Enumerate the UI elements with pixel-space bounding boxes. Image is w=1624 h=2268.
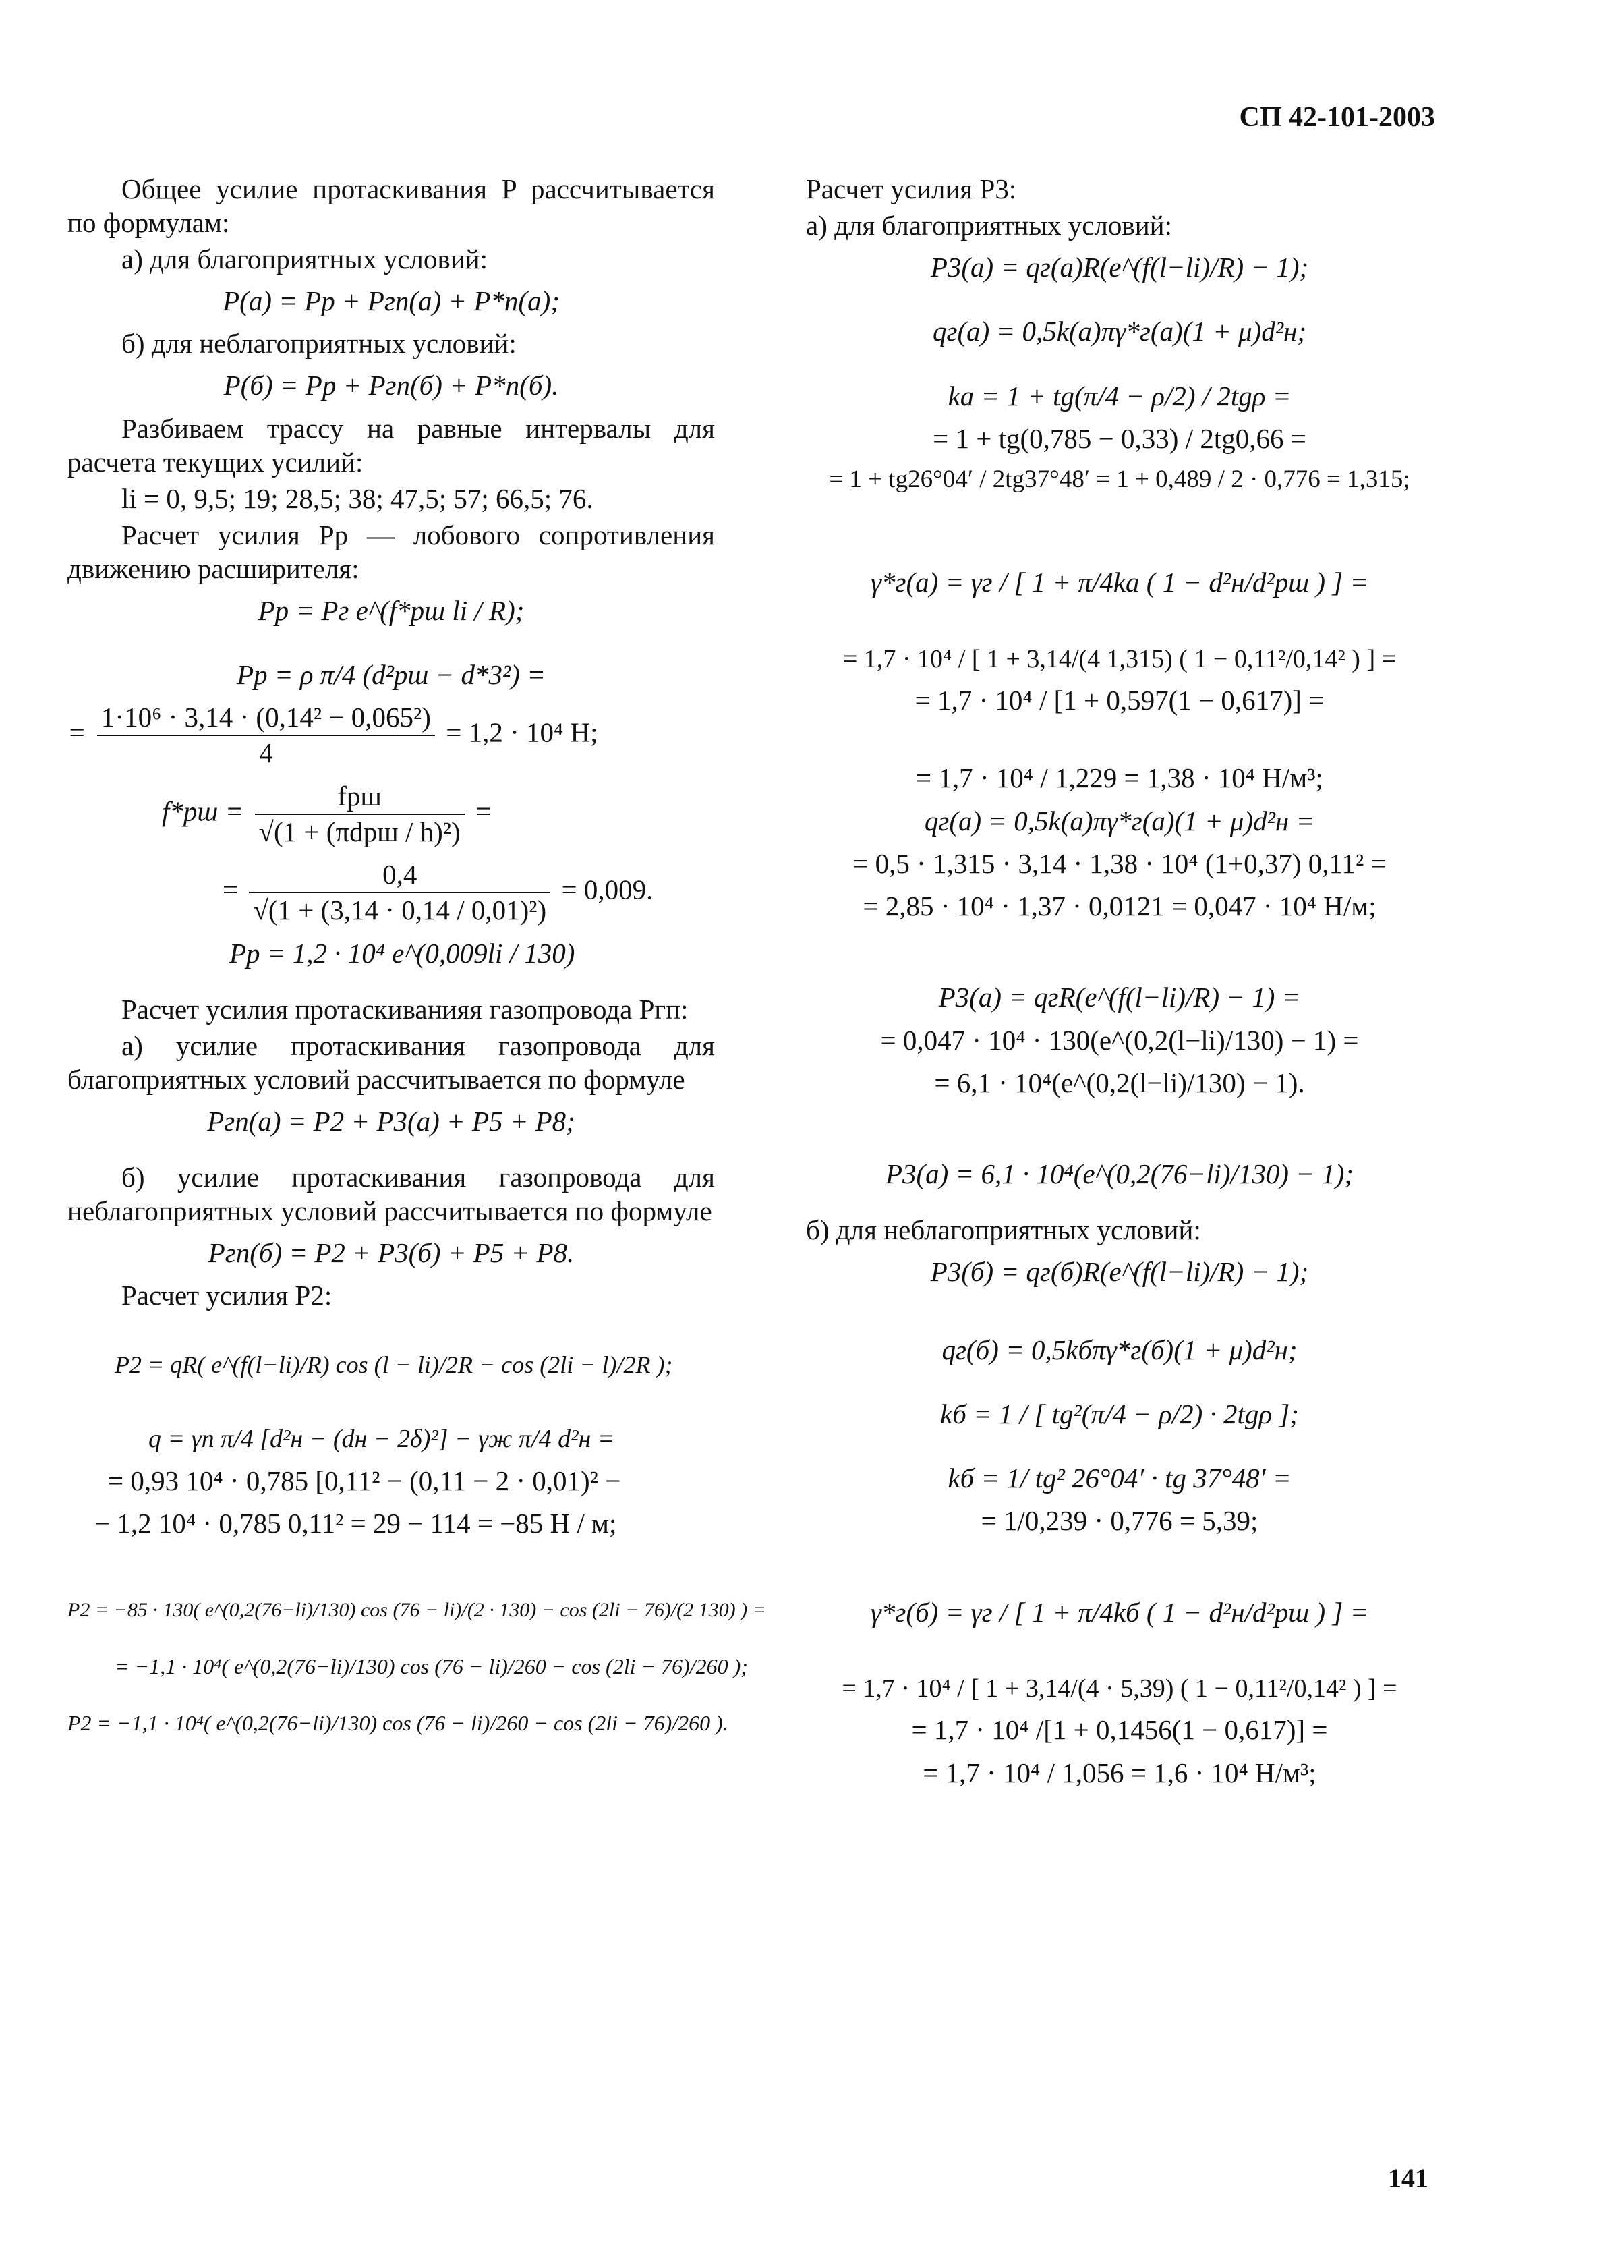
- paragraph: а) для благоприятных условий:: [121, 244, 488, 275]
- formula: = 1,7 · 10⁴ / [ 1 + 3,14/(4 · 5,39) ( 1 − 0,11²/0,14² ) ] =: [842, 1674, 1397, 1703]
- formula-result: = 0,009.: [561, 874, 654, 905]
- right-column: [806, 172, 1433, 1798]
- formula: = 1,7 · 10⁴ / 1,229 = 1,38 · 10⁴ Н/м³;: [916, 762, 1323, 794]
- paragraph: б) для неблагоприятных условий:: [806, 1214, 1201, 1246]
- formula: = 1,7 · 10⁴ / [ 1 + 3,14/(4 1,315) ( 1 − 0,11²/0,14² ) ] =: [842, 644, 1397, 673]
- left-column: [67, 172, 766, 1745]
- paragraph: б) усилие протаскивания газопровода для неблагоприятных условий рассчитывается по формуле: [67, 1162, 715, 1227]
- formula: Pр = Pг e^(f*рш li / R);: [258, 594, 525, 626]
- formula: qг(а) = 0,5k(а)πγ*г(а)(1 + μ)d²н;: [932, 316, 1307, 347]
- formula: = $\frac{0,4}{\text{√(1 + (3,14 · 0,14 / 0,01)²)}}$ = 0,009.: [67, 857, 715, 928]
- formula: P(б) = Pр + Pгп(б) + P*п(б).: [223, 370, 559, 401]
- formula: = 2,85 · 10⁴ · 1,37 · 0,0121 = 0,047 · 10⁴ Н/м;: [863, 890, 1376, 922]
- fraction-denominator: √(1 + (πdрш / h)²): [258, 816, 461, 847]
- formula: = 1,7 · 10⁴ / [1 + 0,597(1 − 0,617)] =: [915, 685, 1325, 716]
- formula: = 0,047 · 10⁴ · 130(e^(0,2(l−li)/130) − 1) =: [880, 1024, 1359, 1056]
- formula-result: = 1,2 · 10⁴ Н;: [446, 716, 598, 748]
- formula-lhs: f*рш =: [162, 795, 244, 827]
- formula: = 1/0,239 · 0,776 = 5,39;: [981, 1505, 1258, 1537]
- formula: kб = 1/ tg² 26°04′ · tg 37°48′ =: [948, 1463, 1292, 1494]
- paragraph: Разбиваем трассу на равные интервалы для расчета текущих усилий:: [67, 412, 715, 478]
- paragraph: Расчет усилия протаскиванияя газопровода Pгп:: [121, 993, 689, 1025]
- formula: P3(б) = qг(б)R(e^(f(l−li)/R) − 1);: [930, 1256, 1309, 1288]
- formula: Pр = 1,2 · 10⁴ e^(0,009li / 130): [229, 937, 575, 969]
- formula: γ*г(а) = γг / [ 1 + π/4kа ( 1 − d²н/d²рш ) ] =: [870, 567, 1369, 598]
- paragraph: а) для благоприятных условий:: [806, 210, 1173, 242]
- formula: P2 = −85 · 130( e^(0,2(76−li)/130) cos (76 − li)/(2 · 130) − cos (2li − 76)/(2 130) ) =: [67, 1599, 766, 1622]
- formula: Pр = ρ π/4 (d²рш − d*3²) =: [237, 658, 546, 690]
- formula: = 0,5 · 1,315 · 3,14 · 1,38 · 10⁴ (1+0,37) 0,11² =: [852, 847, 1387, 879]
- formula: − 1,2 10⁴ · 0,785 0,11² = 29 − 114 = −85 Н / м;: [94, 1508, 617, 1539]
- formula: = 6,1 · 10⁴(e^(0,2(l−li)/130) − 1).: [934, 1067, 1305, 1098]
- formula: qг(б) = 0,5kбπγ*г(б)(1 + μ)d²н;: [941, 1334, 1298, 1365]
- formula: = 1,7 · 10⁴ /[1 + 0,1456(1 − 0,617)] =: [911, 1714, 1328, 1746]
- document-code: СП 42-101-2003: [1239, 102, 1435, 133]
- formula: = 1 + tg(0,785 − 0,33) / 2tg0,66 =: [933, 422, 1306, 454]
- formula: P3(а) = qгR(e^(f(l−li)/R) − 1) =: [938, 982, 1301, 1013]
- formula: = −1,1 · 10⁴( e^(0,2(76−li)/130) cos (76 − li)/260 − cos (2li − 76)/260 );: [115, 1653, 748, 1678]
- formula: qг(а) = 0,5k(а)πγ*г(а)(1 + μ)d²н =: [924, 805, 1315, 837]
- paragraph: а) усилие протаскивания газопровода для благоприятных условий рассчитывается по формуле: [67, 1029, 715, 1095]
- paragraph: Расчет усилия P3:: [806, 173, 1017, 204]
- paragraph: Расчет усилия P2:: [121, 1280, 332, 1311]
- formula: [67, 779, 715, 850]
- page-number: 141: [1388, 2163, 1428, 2193]
- formula: kб = 1 / [ tg²(π/4 − ρ/2) · 2tgρ ];: [940, 1398, 1299, 1429]
- formula: = 1 + tg26°04′ / 2tg37°48′ = 1 + 0,489 / 2 · 0,776 = 1,315;: [829, 465, 1410, 494]
- paragraph: Расчет усилия Pр — лобового сопротивления движению расширителя:: [67, 519, 715, 584]
- paragraph: б) для неблагоприятных условий:: [121, 328, 517, 360]
- fraction-denominator: √(1 + (3,14 · 0,14 / 0,01)²): [253, 895, 547, 926]
- formula: = 0,93 10⁴ · 0,785 [0,11² − (0,11 − 2 · 0,01)² −: [108, 1465, 621, 1496]
- paragraph: Общее усилие протаскивания P рассчитывается по формулам:: [67, 173, 715, 239]
- fraction-numerator: 0,4: [249, 857, 550, 893]
- formula: = 1,7 · 10⁴ / 1,056 = 1,6 · 10⁴ Н/м³;: [923, 1757, 1316, 1788]
- formula: kа = 1 + tg(π/4 − ρ/2) / 2tgρ =: [948, 380, 1292, 412]
- formula: P2 = −1,1 · 10⁴( e^(0,2(76−li)/130) cos (76 − li)/260 − cos (2li − 76)/260 ).: [67, 1710, 728, 1735]
- formula: P3(а) = qг(а)R(e^(f(l−li)/R) − 1);: [930, 252, 1309, 283]
- formula-eq: =: [475, 795, 492, 827]
- fraction-numerator: fрш: [255, 779, 465, 815]
- formula: γ*г(б) = γг / [ 1 + π/4kб ( 1 − d²н/d²рш ) ] =: [870, 1596, 1369, 1628]
- formula: P2 = qR( e^(f(l−li)/R) cos (l − li)/2R − cos (2li − l)/2R );: [115, 1351, 673, 1379]
- formula: = $\frac{\text{1·10⁶ · 3,14 · (0,14² − 0,065²)}}{4}$ = 1,2 · 10⁴ Н;: [67, 700, 715, 771]
- paragraph: li = 0, 9,5; 19; 28,5; 38; 47,5; 57; 66,5; 76.: [121, 482, 593, 514]
- fraction-numerator: 1·10⁶ · 3,14 · (0,14² − 0,065²): [97, 700, 435, 736]
- formula: Pгп(б) = P2 + P3(б) + P5 + P8.: [208, 1237, 575, 1269]
- fraction-denominator: 4: [259, 737, 273, 769]
- formula: P(а) = Pр + Pгп(а) + P*п(а);: [223, 285, 560, 317]
- formula: q = γп π/4 [d²н − (dн − 2δ)²] − γж π/4 d²н =: [148, 1425, 615, 1454]
- formula: P3(а) = 6,1 · 10⁴(e^(0,2(76−li)/130) − 1);: [885, 1158, 1354, 1190]
- formula: Pгп(а) = P2 + P3(а) + P5 + P8;: [207, 1105, 575, 1137]
